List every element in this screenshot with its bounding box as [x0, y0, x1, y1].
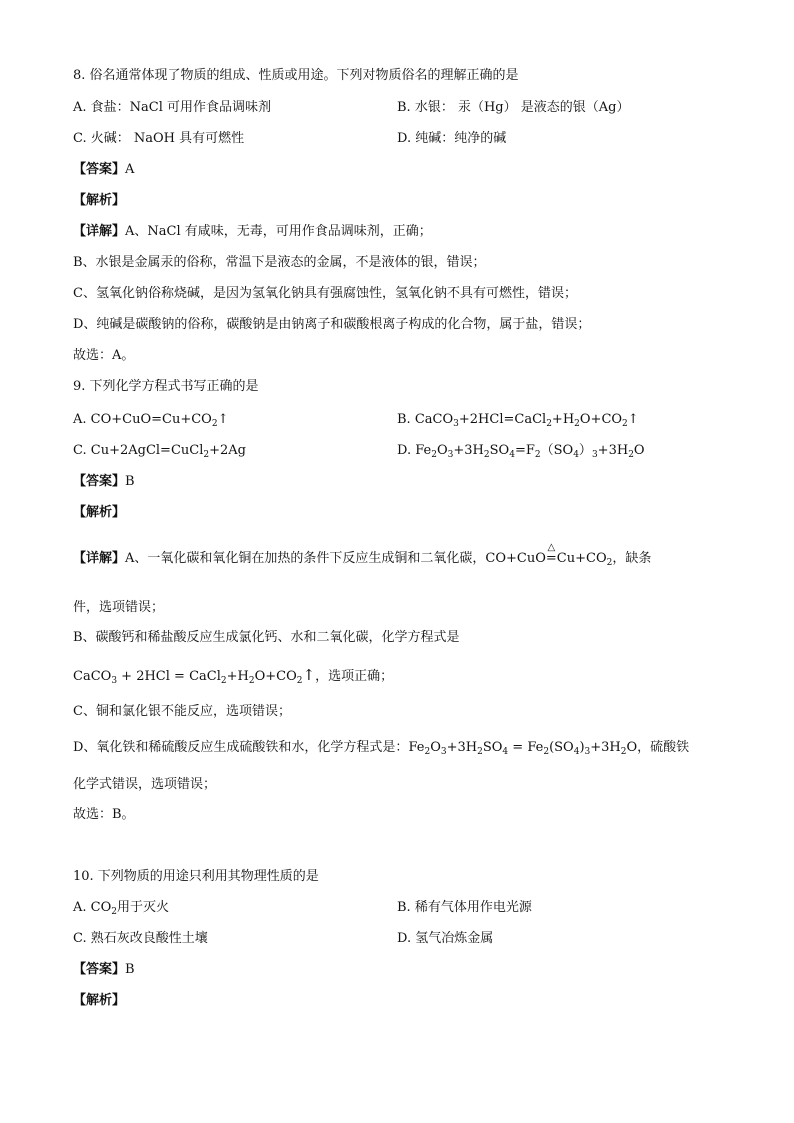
q9-answer: 【答案】B	[73, 474, 135, 489]
q10-option-d: D. 氢气冶炼金属	[397, 931, 494, 946]
equation-d: $Fe_2O_3+3H_2SO_4 = Fe_2(SO_4)_3+3H_2O$	[408, 740, 638, 757]
q10-stem: 10. 下列物质的用途只利用其物理性质的是	[73, 869, 319, 884]
detail-label: 【详解】	[73, 224, 126, 239]
q8-detail-b: B、水银是金属汞的俗称，常温下是液态的金属，不是液体的银，错误；	[73, 255, 486, 270]
q8-detail-c: C、氢氧化钠俗称烧碱，是因为氢氧化钠具有强腐蚀性，氢氧化钠不具有可燃性，错误；	[73, 286, 577, 301]
equation-a: CO+CuO △ $=Cu+CO_2$	[485, 551, 612, 566]
q9-detail-c: C、铜和氯化银不能反应，选项错误；	[73, 704, 291, 719]
q10-option-a: A. $CO_2$用于灭火	[73, 900, 170, 917]
q10-option-c: C. 熟石灰改良酸性土壤	[73, 931, 208, 946]
q9-detail-a: 【详解】A、一氧化碳和氧化铜在加热的条件下反应生成铜和二氧化碳，CO+CuO △ $=Cu+CO_2$，缺条	[73, 550, 651, 568]
q9-detail-d-cont: 化学式错误，选项错误；	[73, 777, 217, 792]
q9-detail-a-cont: 件，选项错误；	[73, 600, 165, 615]
q9-option-a: A. $CO+CuO=Cu+CO_2↑$	[73, 412, 229, 429]
heat-triangle-icon: △	[547, 542, 556, 553]
q9-detail-d: D、氧化铁和稀硫酸反应生成硫酸铁和水，化学方程式是：$Fe_2O_3+3H_2SO_4 = Fe_2(SO_4)_3+3H_2O$，硫酸铁	[73, 740, 690, 757]
q9-option-d: D. $Fe_2O_3+3H_2SO_4=F_2(SO_4)_3+3H_2O$	[397, 443, 645, 460]
q9-option-b: B. $CaCO_3+2HCl=CaCl_2+H_2O+CO_2↑$	[397, 412, 639, 429]
q9-option-c: C. Cu+2AgCl=CuCl$_2$+2Ag	[73, 443, 246, 460]
answer-label: 【答案】	[73, 162, 126, 177]
q9-stem: 9. 下列化学方程式书写正确的是	[73, 379, 259, 394]
q8-stem: 8. 俗名通常体现了物质的组成、性质或用途。下列对物质俗名的理解正确的是	[73, 68, 519, 83]
q9-equation-b: CaCO$_3$ + $2HCl = CaCl_2+H_2O+CO_2↑$，选项正确；	[73, 666, 394, 686]
q8-option-a: A. 食盐：NaCl 可用作食品调味剂	[73, 100, 272, 115]
q8-conclusion: 故选：A。	[73, 348, 135, 363]
answer-value: A	[125, 162, 135, 177]
q9-analysis-label: 【解析】	[73, 505, 126, 520]
q8-detail-d: D、纯碱是碳酸钠的俗称，碳酸钠是由钠离子和碳酸根离子构成的化合物，属于盐，错误；	[73, 317, 591, 332]
q9-conclusion: 故选：B。	[73, 807, 135, 822]
q10-answer: 【答案】B	[73, 962, 135, 977]
q8-option-c: C. 火碱： NaOH 具有可燃性	[73, 131, 245, 146]
q8-option-d: D. 纯碱：纯净的碱	[397, 131, 507, 146]
q8-answer	[73, 161, 134, 179]
q8-option-b: B. 水银： 汞（Hg） 是液态的银（Ag）	[397, 100, 630, 115]
q8-analysis-label: 【解析】	[73, 193, 126, 208]
q10-analysis-label: 【解析】	[73, 993, 126, 1008]
q8-detail-a: 【详解】A、NaCl 有咸味，无毒，可用作食品调味剂，正确；	[73, 224, 432, 239]
q10-option-b: B. 稀有气体用作电光源	[397, 900, 532, 915]
q9-detail-b: B、碳酸钙和稀盐酸反应生成氯化钙、水和二氧化碳，化学方程式是	[73, 630, 460, 645]
